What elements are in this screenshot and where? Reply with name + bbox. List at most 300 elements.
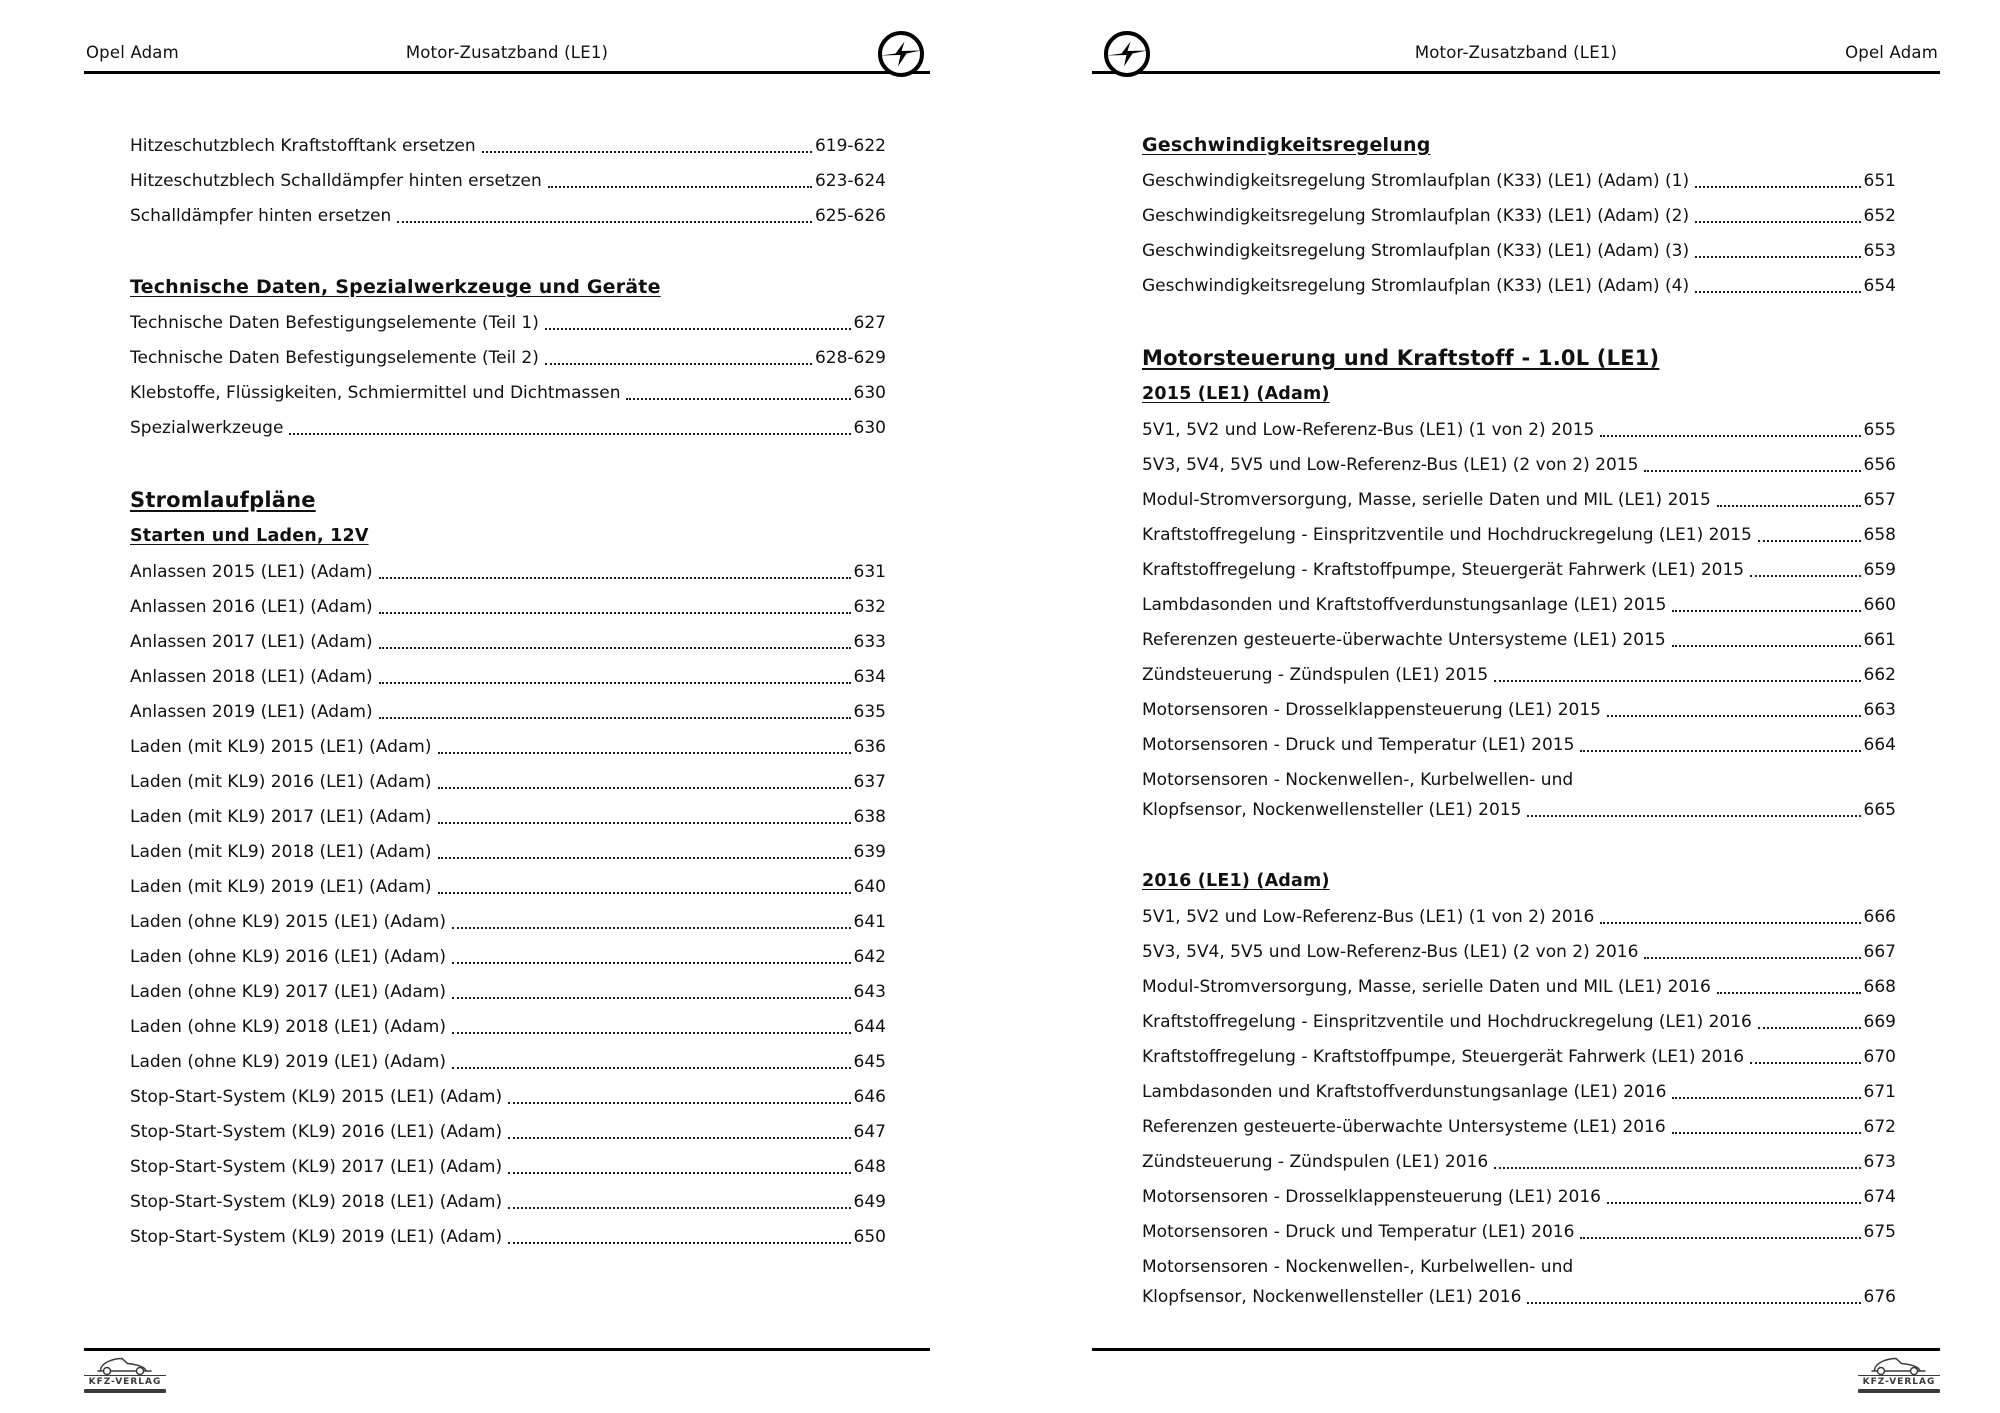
toc-entry-label: Hitzeschutzblech Kraftstofftank ersetzen: [130, 135, 476, 156]
leader-dots: [1750, 1062, 1860, 1064]
toc-entry-label: Modul-Stromversorgung, Masse, serielle Daten und MIL (LE1) 2015: [1142, 489, 1711, 510]
toc-entry: [1142, 1179, 1896, 1214]
toc-entry-page-number: 672: [1863, 1116, 1896, 1137]
header-doc-title: Motor-Zusatzband (LE1): [1414, 43, 1618, 62]
leader-dots: [1758, 540, 1861, 542]
toc-entry-label: Motorsensoren - Drosselklappensteuerung (LE1) 2015: [1142, 699, 1601, 720]
toc-entry: [1142, 969, 1896, 1004]
toc-entry-line: [1142, 482, 1896, 517]
toc-entry-page-number: 660: [1863, 594, 1896, 615]
toc-entry: [130, 163, 886, 198]
toc-entry-line: [1142, 657, 1896, 692]
toc-entry-label: Klopfsensor, Nockenwellensteller (LE1) 2015: [1142, 799, 1522, 820]
toc-entry-line: [130, 1219, 886, 1254]
toc-entry-line: [130, 764, 886, 799]
leader-dots: [438, 892, 851, 894]
toc-entry-list: [130, 128, 886, 233]
toc-entry: [1142, 934, 1896, 969]
toc-entry-line: [1142, 792, 1896, 827]
toc-entry: [130, 869, 886, 904]
leader-dots: [1494, 680, 1860, 682]
toc-entry-page-number: 643: [853, 981, 886, 1002]
toc-entry: [130, 1079, 886, 1114]
toc-entry: [130, 128, 886, 163]
toc-entry-line: [1142, 587, 1896, 622]
leader-dots: [438, 752, 851, 754]
toc-entry-label: Laden (ohne KL9) 2017 (LE1) (Adam): [130, 981, 446, 1002]
toc-entry-page-number: 657: [1863, 489, 1896, 510]
toc-entry: [130, 554, 886, 589]
toc-entry-page-number: 658: [1863, 524, 1896, 545]
toc-entry-page-number: 663: [1863, 699, 1896, 720]
toc-section: [1142, 128, 1896, 303]
toc-entry-line: [1142, 233, 1896, 268]
toc-entry-line: [130, 659, 886, 694]
kfz-verlag-logo: [1858, 1354, 1940, 1393]
toc-entry-page-number: 633: [853, 631, 886, 652]
toc-entry-line: [130, 1114, 886, 1149]
toc-entry-label: Geschwindigkeitsregelung Stromlaufplan (K33) (LE1) (Adam) (4): [1142, 275, 1690, 296]
toc-entry-page-number: 659: [1863, 559, 1896, 580]
toc-entry: [1142, 1109, 1896, 1144]
toc-entry: [130, 305, 886, 340]
toc-entry-line: [1142, 899, 1896, 934]
leader-dots: [1717, 992, 1861, 994]
leader-dots: [1644, 957, 1860, 959]
opel-blitz-logo-icon: [870, 29, 932, 79]
toc-entry-page-number: 646: [853, 1086, 886, 1107]
toc-entry-line: [1142, 622, 1896, 657]
toc-entry-page-number: 651: [1863, 170, 1896, 191]
toc-entry-page-number: 661: [1863, 629, 1896, 650]
toc-entry: [1142, 762, 1896, 827]
leader-dots: [1695, 291, 1860, 293]
toc-entry-wrapped-line: Motorsensoren - Nockenwellen-, Kurbelwellen- und: [1142, 770, 1574, 790]
toc-entry: [130, 198, 886, 233]
toc-entry-page-number: 655: [1863, 419, 1896, 440]
kfz-verlag-logo: [84, 1354, 166, 1393]
leader-dots: [379, 717, 851, 719]
leader-dots: [1672, 610, 1860, 612]
leader-dots: [626, 398, 850, 400]
toc-entry-label: Anlassen 2018 (LE1) (Adam): [130, 666, 373, 687]
toc-entry-page-number: 623-624: [814, 170, 886, 191]
toc-entry-page-number: 674: [1863, 1186, 1896, 1207]
toc-entry: [130, 729, 886, 764]
toc-entry-list: [1142, 899, 1896, 1314]
section-heading-major: Motorsteuerung und Kraftstoff - 1.0L (LE1): [1142, 346, 1660, 370]
toc-entry: [1142, 447, 1896, 482]
publisher-name: KFZ-VERLAG: [1858, 1375, 1940, 1387]
toc-entry-label: Kraftstoffregelung - Einspritzventile und Hochdruckregelung (LE1) 2016: [1142, 1011, 1752, 1032]
toc-entry: [130, 659, 886, 694]
toc-entry-line: [130, 834, 886, 869]
publisher-tagline-bar: [1858, 1389, 1940, 1393]
toc-entry-label: Geschwindigkeitsregelung Stromlaufplan (K33) (LE1) (Adam) (3): [1142, 240, 1690, 261]
toc-entry: [130, 1009, 886, 1044]
toc-entry-page-number: 644: [853, 1016, 886, 1037]
toc-entry: [1142, 899, 1896, 934]
toc-entry-page-number: 635: [853, 701, 886, 722]
toc-entry-line: [1142, 268, 1896, 303]
leader-dots: [1672, 1097, 1860, 1099]
toc-entry: [1142, 552, 1896, 587]
leader-dots: [1580, 1237, 1860, 1239]
toc-entry: [1142, 1004, 1896, 1039]
toc-entry-line: [130, 375, 886, 410]
toc-entry-label: Hitzeschutzblech Schalldämpfer hinten ersetzen: [130, 170, 542, 191]
toc-entry-label: Laden (ohne KL9) 2016 (LE1) (Adam): [130, 946, 446, 967]
toc-entry-label: Motorsensoren - Druck und Temperatur (LE1) 2016: [1142, 1221, 1575, 1242]
leader-dots: [397, 221, 812, 223]
toc-entry-label: Kraftstoffregelung - Kraftstoffpumpe, Steuergerät Fahrwerk (LE1) 2016: [1142, 1046, 1745, 1067]
toc-entry-line: [130, 198, 886, 233]
toc-entry-label: Stop-Start-System (KL9) 2018 (LE1) (Adam): [130, 1191, 503, 1212]
toc-entry-line: [130, 1184, 886, 1219]
leader-dots: [452, 997, 851, 999]
leader-dots: [452, 962, 851, 964]
toc-entry-label: Motorsensoren - Drosselklappensteuerung (LE1) 2016: [1142, 1186, 1601, 1207]
toc-section: [130, 270, 886, 445]
toc-entry: [1142, 1144, 1896, 1179]
leader-dots: [545, 328, 851, 330]
toc-entry-page-number: 632: [853, 596, 886, 617]
toc-entry: [130, 834, 886, 869]
toc-entry-line: [130, 1009, 886, 1044]
leader-dots: [1672, 1132, 1861, 1134]
toc-entry-page-number: 675: [1863, 1221, 1896, 1242]
toc-entry-list: [130, 305, 886, 445]
leader-dots: [1580, 750, 1860, 752]
header-vehicle-title: Opel Adam: [1845, 43, 1938, 62]
toc-entry-line: [1142, 692, 1896, 727]
section-subheading: 2016 (LE1) (Adam): [1142, 871, 1330, 891]
leader-dots: [1600, 435, 1860, 437]
toc-entry-page-number: 667: [1863, 941, 1896, 962]
toc-entry-line: [130, 694, 886, 729]
toc-entry-page-number: 662: [1863, 664, 1896, 685]
toc-entry-page-number: 634: [853, 666, 886, 687]
toc-entry-list: [1142, 163, 1896, 303]
leader-dots: [508, 1242, 850, 1244]
toc-entry: [130, 589, 886, 624]
toc-entry: [1142, 198, 1896, 233]
toc-entry-label: Zündsteuerung - Zündspulen (LE1) 2015: [1142, 664, 1489, 685]
toc-entry: [1142, 727, 1896, 762]
toc-entry-line: [130, 624, 886, 659]
toc-entry-page-number: 638: [853, 806, 886, 827]
toc-entry-line: [130, 729, 886, 764]
toc-entry-page-number: 619-622: [814, 135, 886, 156]
toc-entry: [130, 1219, 886, 1254]
leader-dots: [1644, 470, 1860, 472]
leader-dots: [438, 787, 851, 789]
toc-entry: [1142, 692, 1896, 727]
toc-entry-page-number: 649: [853, 1191, 886, 1212]
leader-dots: [548, 186, 812, 188]
toc-entry-page-number: 673: [1863, 1151, 1896, 1172]
leader-dots: [508, 1102, 850, 1104]
toc-entry: [1142, 622, 1896, 657]
leader-dots: [379, 577, 851, 579]
toc-entry-label: Klebstoffe, Flüssigkeiten, Schmiermittel und Dichtmassen: [130, 382, 621, 403]
leader-dots: [1527, 815, 1860, 817]
toc-entry: [1142, 412, 1896, 447]
toc-entry-line: [130, 904, 886, 939]
toc-entry-page-number: 640: [853, 876, 886, 897]
leader-dots: [545, 363, 812, 365]
toc-entry-label: Laden (mit KL9) 2019 (LE1) (Adam): [130, 876, 432, 897]
toc-entry: [130, 624, 886, 659]
toc-entry-line: [130, 410, 886, 445]
toc-entry: [1142, 1039, 1896, 1074]
toc-section: [1142, 340, 1896, 827]
toc-entry-label: Motorsensoren - Druck und Temperatur (LE1) 2015: [1142, 734, 1575, 755]
toc-entry: [130, 1184, 886, 1219]
toc-section: [130, 128, 886, 233]
toc-entry-label: Technische Daten Befestigungselemente (Teil 2): [130, 347, 539, 368]
leader-dots: [379, 612, 851, 614]
toc-entry: [130, 410, 886, 445]
toc-entry-line: [130, 128, 886, 163]
toc-entry-label: Schalldämpfer hinten ersetzen: [130, 205, 392, 226]
toc-entry-page-number: 628-629: [814, 347, 886, 368]
leader-dots: [1607, 1202, 1861, 1204]
toc-entry-label: Laden (mit KL9) 2016 (LE1) (Adam): [130, 771, 432, 792]
toc-entry-label: 5V1, 5V2 und Low-Referenz-Bus (LE1) (1 von 2) 2015: [1142, 419, 1595, 440]
section-heading-minor: Technische Daten, Spezialwerkzeuge und Geräte: [130, 276, 661, 298]
toc-entry-label: Anlassen 2015 (LE1) (Adam): [130, 561, 373, 582]
toc-entry-label: Anlassen 2017 (LE1) (Adam): [130, 631, 373, 652]
toc-entry-label: Stop-Start-System (KL9) 2016 (LE1) (Adam): [130, 1121, 503, 1142]
toc-entry-label: Kraftstoffregelung - Einspritzventile und Hochdruckregelung (LE1) 2015: [1142, 524, 1752, 545]
toc-entry-label: Technische Daten Befestigungselemente (Teil 1): [130, 312, 539, 333]
toc-entry-line: [130, 340, 886, 375]
toc-entry-label: Anlassen 2019 (LE1) (Adam): [130, 701, 373, 722]
toc-entry-line: [1142, 1144, 1896, 1179]
vintage-car-icon: [94, 1354, 156, 1376]
toc-entry-line: [130, 589, 886, 624]
toc-entry-label: Laden (mit KL9) 2015 (LE1) (Adam): [130, 736, 432, 757]
toc-entry: [130, 904, 886, 939]
toc-entry-line: [1142, 1074, 1896, 1109]
toc-entry-page-number: 666: [1863, 906, 1896, 927]
toc-entry-label: Stop-Start-System (KL9) 2019 (LE1) (Adam): [130, 1226, 503, 1247]
toc-entry-page-number: 668: [1863, 976, 1896, 997]
leader-dots: [1695, 186, 1860, 188]
toc-entry-line: [1142, 198, 1896, 233]
leader-dots: [1717, 505, 1861, 507]
toc-entry-page-number: 631: [853, 561, 886, 582]
toc-entry-line: [130, 1149, 886, 1184]
toc-entry-line: [1142, 1179, 1896, 1214]
publisher-name: KFZ-VERLAG: [84, 1375, 166, 1387]
vintage-car-icon: [1868, 1354, 1930, 1376]
toc-entry-label: Geschwindigkeitsregelung Stromlaufplan (K33) (LE1) (Adam) (2): [1142, 205, 1690, 226]
toc-entry-line: [1142, 517, 1896, 552]
toc-entry-label: Referenzen gesteuerte-überwachte Untersysteme (LE1) 2016: [1142, 1116, 1666, 1137]
toc-entry-page-number: 639: [853, 841, 886, 862]
left-page-header: [84, 0, 930, 74]
toc-entry: [130, 1044, 886, 1079]
toc-entry-page-number: 636: [853, 736, 886, 757]
header-vehicle-title: Opel Adam: [86, 43, 179, 62]
toc-entry-line: [130, 799, 886, 834]
section-heading-major: Stromlaufpläne: [130, 488, 316, 512]
toc-entry: [130, 974, 886, 1009]
leader-dots: [452, 927, 851, 929]
toc-entry-page-number: 653: [1863, 240, 1896, 261]
right-page-toc: [1142, 128, 1896, 1314]
toc-entry-line: [1142, 163, 1896, 198]
toc-entry: [1142, 1074, 1896, 1109]
toc-entry-page-number: 641: [853, 911, 886, 932]
leader-dots: [1607, 715, 1861, 717]
toc-entry-label: Referenzen gesteuerte-überwachte Untersysteme (LE1) 2015: [1142, 629, 1666, 650]
right-page: [1092, 0, 1940, 1413]
leader-dots: [1695, 221, 1860, 223]
leader-dots: [482, 151, 812, 153]
toc-entry: [130, 1149, 886, 1184]
right-page-footer-rule: [1092, 1348, 1940, 1351]
toc-entry: [1142, 1214, 1896, 1249]
toc-entry-label: Spezialwerkzeuge: [130, 417, 284, 438]
toc-entry-label: Klopfsensor, Nockenwellensteller (LE1) 2016: [1142, 1286, 1522, 1307]
toc-entry-line: [1142, 412, 1896, 447]
toc-entry-line: [130, 305, 886, 340]
leader-dots: [289, 433, 850, 435]
toc-entry-label: Modul-Stromversorgung, Masse, serielle Daten und MIL (LE1) 2016: [1142, 976, 1711, 997]
toc-entry-page-number: 630: [853, 417, 886, 438]
toc-entry-page-number: 670: [1863, 1046, 1896, 1067]
toc-entry-label: Laden (ohne KL9) 2015 (LE1) (Adam): [130, 911, 446, 932]
toc-entry: [1142, 163, 1896, 198]
leader-dots: [379, 682, 851, 684]
toc-entry-line: [130, 554, 886, 589]
leader-dots: [1758, 1027, 1861, 1029]
leader-dots: [1527, 1302, 1860, 1304]
right-page-header: [1092, 0, 1940, 74]
toc-entry-page-number: 669: [1863, 1011, 1896, 1032]
toc-entry-label: 5V3, 5V4, 5V5 und Low-Referenz-Bus (LE1) (2 von 2) 2016: [1142, 941, 1639, 962]
toc-entry: [130, 939, 886, 974]
toc-entry-line: [1142, 934, 1896, 969]
toc-entry-page-number: 642: [853, 946, 886, 967]
toc-entry-label: Stop-Start-System (KL9) 2015 (LE1) (Adam): [130, 1086, 503, 1107]
toc-entry-label: Anlassen 2016 (LE1) (Adam): [130, 596, 373, 617]
header-doc-title: Motor-Zusatzband (LE1): [405, 43, 609, 62]
left-page-footer-rule: [84, 1348, 930, 1351]
toc-entry: [130, 1114, 886, 1149]
toc-entry-label: Lambdasonden und Kraftstoffverdunstungsanlage (LE1) 2016: [1142, 1081, 1667, 1102]
toc-entry: [130, 764, 886, 799]
toc-entry-label: 5V1, 5V2 und Low-Referenz-Bus (LE1) (1 von 2) 2016: [1142, 906, 1595, 927]
toc-entry: [1142, 482, 1896, 517]
toc-entry-page-number: 652: [1863, 205, 1896, 226]
toc-entry-page-number: 627: [853, 312, 886, 333]
toc-entry-line: [1142, 1279, 1896, 1314]
toc-entry-line: [1142, 1214, 1896, 1249]
toc-entry-page-number: 676: [1863, 1286, 1896, 1307]
leader-dots: [508, 1137, 850, 1139]
toc-entry-line: [130, 1079, 886, 1114]
toc-entry-label: Stop-Start-System (KL9) 2017 (LE1) (Adam): [130, 1156, 503, 1177]
toc-entry-list: [130, 554, 886, 1254]
toc-entry: [130, 799, 886, 834]
toc-entry: [1142, 1249, 1896, 1314]
toc-entry: [130, 375, 886, 410]
toc-entry-label: Geschwindigkeitsregelung Stromlaufplan (K33) (LE1) (Adam) (1): [1142, 170, 1690, 191]
leader-dots: [452, 1032, 851, 1034]
section-heading-minor: Geschwindigkeitsregelung: [1142, 134, 1431, 156]
toc-entry-page-number: 648: [853, 1156, 886, 1177]
toc-entry-line: [130, 869, 886, 904]
toc-entry-label: Lambdasonden und Kraftstoffverdunstungsanlage (LE1) 2015: [1142, 594, 1667, 615]
toc-entry-line: [1142, 1109, 1896, 1144]
toc-entry-line: [130, 163, 886, 198]
leader-dots: [508, 1172, 850, 1174]
publisher-tagline-bar: [84, 1389, 166, 1393]
toc-entry-line: [1142, 727, 1896, 762]
toc-entry: [1142, 517, 1896, 552]
toc-entry-page-number: 625-626: [814, 205, 886, 226]
toc-entry-line: [130, 974, 886, 1009]
toc-entry-line: [130, 939, 886, 974]
toc-entry-line: [130, 1044, 886, 1079]
toc-entry-line: [1142, 1039, 1896, 1074]
toc-entry-page-number: 664: [1863, 734, 1896, 755]
leader-dots: [1494, 1167, 1860, 1169]
toc-entry: [1142, 233, 1896, 268]
toc-entry-label: 5V3, 5V4, 5V5 und Low-Referenz-Bus (LE1) (2 von 2) 2015: [1142, 454, 1639, 475]
toc-section: [1142, 864, 1896, 1314]
toc-entry-page-number: 645: [853, 1051, 886, 1072]
toc-entry-page-number: 654: [1863, 275, 1896, 296]
toc-entry: [1142, 587, 1896, 622]
toc-entry: [1142, 268, 1896, 303]
leader-dots: [1672, 645, 1861, 647]
toc-entry-line: [1142, 969, 1896, 1004]
toc-entry-page-number: 650: [853, 1226, 886, 1247]
toc-entry-page-number: 637: [853, 771, 886, 792]
toc-entry-label: Kraftstoffregelung - Kraftstoffpumpe, Steuergerät Fahrwerk (LE1) 2015: [1142, 559, 1745, 580]
section-subheading: Starten und Laden, 12V: [130, 526, 369, 546]
toc-entry: [130, 694, 886, 729]
toc-entry-label: Laden (mit KL9) 2018 (LE1) (Adam): [130, 841, 432, 862]
toc-entry-label: Laden (ohne KL9) 2018 (LE1) (Adam): [130, 1016, 446, 1037]
toc-entry-label: Laden (mit KL9) 2017 (LE1) (Adam): [130, 806, 432, 827]
toc-entry: [130, 340, 886, 375]
toc-entry-list: [1142, 412, 1896, 827]
toc-entry-line: [1142, 1004, 1896, 1039]
toc-entry-page-number: 656: [1863, 454, 1896, 475]
leader-dots: [438, 822, 851, 824]
left-page: [84, 0, 930, 1413]
toc-entry-page-number: 665: [1863, 799, 1896, 820]
toc-entry-wrapped-line: Motorsensoren - Nockenwellen-, Kurbelwellen- und: [1142, 1257, 1574, 1277]
toc-section: [130, 482, 886, 1254]
toc-entry-page-number: 630: [853, 382, 886, 403]
toc-entry-page-number: 647: [853, 1121, 886, 1142]
leader-dots: [379, 647, 851, 649]
section-subheading: 2015 (LE1) (Adam): [1142, 384, 1330, 404]
leader-dots: [508, 1207, 850, 1209]
toc-entry-label: Zündsteuerung - Zündspulen (LE1) 2016: [1142, 1151, 1489, 1172]
toc-entry-label: Laden (ohne KL9) 2019 (LE1) (Adam): [130, 1051, 446, 1072]
toc-entry-line: [1142, 552, 1896, 587]
leader-dots: [1600, 922, 1860, 924]
toc-entry-page-number: 671: [1863, 1081, 1896, 1102]
